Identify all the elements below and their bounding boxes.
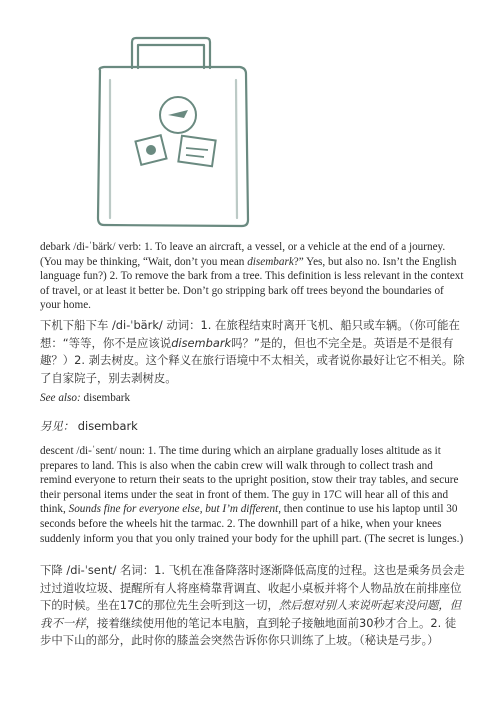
suitcase-illustration — [80, 20, 260, 240]
sticker-icon — [178, 136, 215, 166]
see-also-en — [40, 392, 465, 404]
entry-definition-zh — [40, 562, 465, 650]
italic-term: Sounds fine for everyone else, but I’m different — [68, 503, 279, 516]
sticker-icon — [160, 97, 196, 133]
italic-term: 然后想对别人来说听起来没问题，但我不一样 — [40, 598, 462, 630]
text-segment: descent /di-ˈsent/ noun: 1. The time during which an airplane gradually loses altitude as it prepares to land. This is also when the cabin crew will walk through to collect trash and remind everyone to return their seats to the upright position, stow their tray tables, and secure their personal items under the seat in front of them. The guy in 17C will hear all of this and think, — [40, 445, 459, 516]
see-also-word[interactable]: disembark — [74, 419, 138, 433]
see-also-label: 另见： — [40, 419, 75, 433]
text-segment: 下机下船下车 /di-ˈbärk/ 动词：1. 在旅程结束时离开飞机、船只或车辆。（你可能在想：“等等，你不是应该说 — [40, 318, 460, 350]
text-segment: ?” Yes, but also no. Isn’t the English language fun?) 2. To remove the bark from a tree. This definition is less relevant in the context of travel, or at least it better be. Don’t go stripping bark off trees beyond the boundaries of your home. — [40, 255, 464, 312]
text-segment: , then continue to use his laptop until 30 seconds before the wheels hit the tarmac. 2. The downhill part of a hike, when your knees suddenly inform you that you only trained your body for the uphill part. (The secret is lunges.) — [40, 503, 464, 545]
italic-term: disembark — [247, 255, 294, 268]
italic-term: disembark — [171, 335, 232, 350]
text-segment: debark /di-ˈbärk/ verb: 1. To leave an aircraft, a vessel, or a vehicle at the end of a journey. (You may be thinking, “Wait, don’t you mean — [40, 241, 446, 268]
text-segment: 吗？”是的，但也不完全是。英语是不是很有趣？）2. 剥去树皮。这个释义在旅行语境中不太相关，或者说你最好让它不相关。除了自家院子，别去剥树皮。 — [40, 335, 465, 385]
entry-definition-en — [40, 240, 465, 313]
see-also-label: See also: — [40, 392, 81, 404]
entry-definition-en — [40, 444, 465, 546]
entry-definition-zh — [40, 317, 465, 387]
text-segment: 下降 /di-ˈsent/ 名词：1. 飞机在准备降落时逐渐降低高度的过程。这也是乘务员会走过过道收垃圾、提醒所有人将座椅靠背调直、收起小桌板并将个人物品放在前排座位下的时候。坐在17C的那位先生会听到这一切， — [40, 563, 465, 612]
see-also-zh — [40, 418, 465, 434]
text-segment: ，接着继续使用他的笔记本电脑，直到轮子接触地面前30秒才合上。2. 徒步中下山的部分，此时你的膝盖会突然告诉你你只训练了上坡。（秘诀是弓步。） — [40, 615, 457, 647]
see-also-word[interactable]: disembark — [80, 392, 131, 404]
sticker-icon — [135, 135, 166, 165]
